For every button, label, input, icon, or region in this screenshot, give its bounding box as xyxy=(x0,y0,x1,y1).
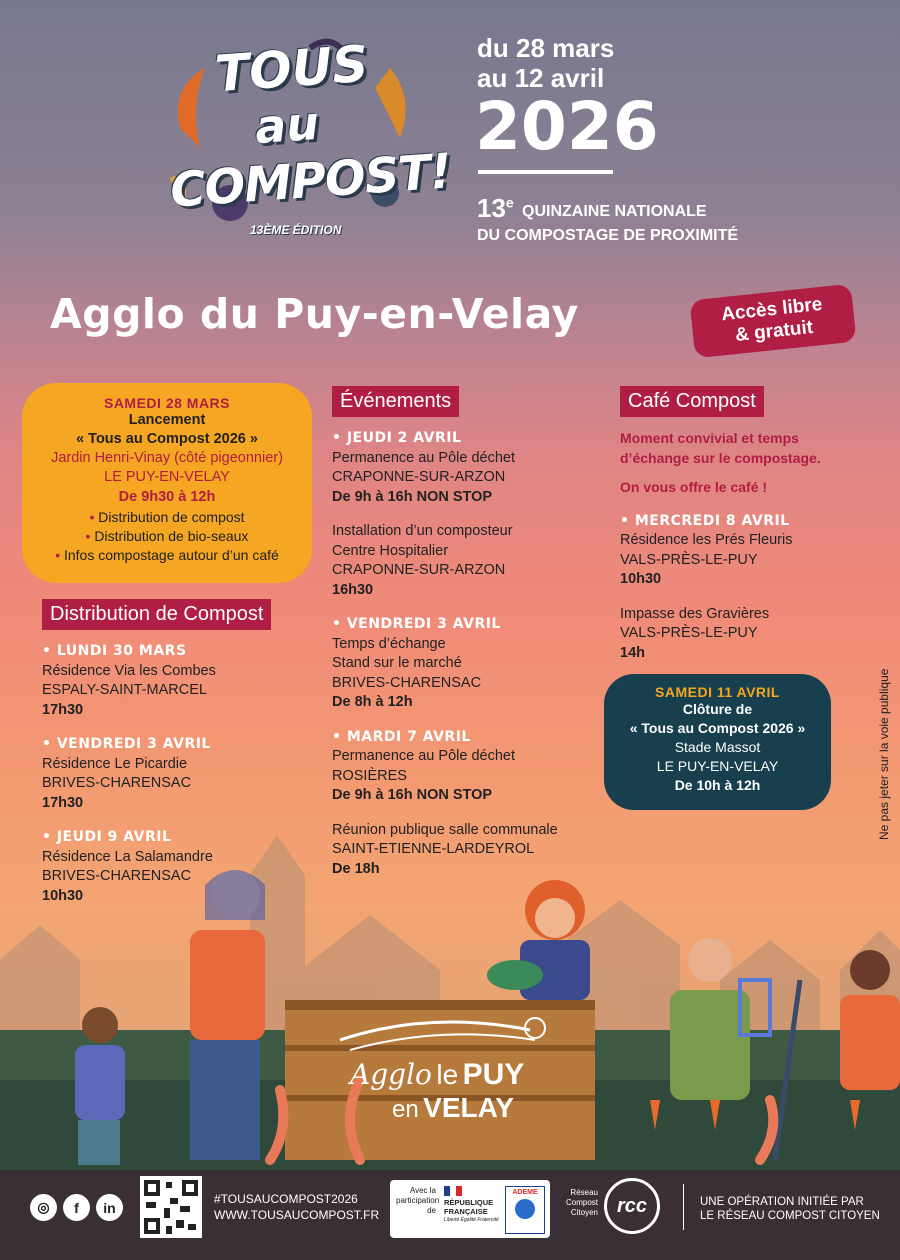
rf-flag-icon xyxy=(444,1186,462,1196)
events-section xyxy=(332,386,592,894)
list-item xyxy=(620,512,860,590)
item-day: • VENDREDI 3 AVRIL xyxy=(42,736,211,752)
year-underline xyxy=(478,170,613,174)
rcc-text: rcc xyxy=(616,1194,648,1217)
community-illustration xyxy=(0,830,900,1180)
rcc-label-2: Compost xyxy=(565,1198,598,1207)
agglo-le: le xyxy=(436,1059,459,1090)
closing-city: LE PUY-EN-VELAY xyxy=(656,758,779,774)
free-access-badge xyxy=(689,284,856,359)
list-item xyxy=(332,615,592,713)
item-city: VALS-PRÈS-LE-PUY xyxy=(620,551,758,568)
instagram-icon[interactable]: ◎ xyxy=(30,1194,57,1221)
agglo-logo xyxy=(330,1010,570,1125)
closing-box xyxy=(604,674,831,810)
edition-line-2: DU COMPOSTAGE DE PROXIMITÉ xyxy=(477,227,739,244)
participation-line-3: de xyxy=(427,1206,436,1215)
item-place: Résidence les Prés Fleuris xyxy=(620,532,793,548)
operation-line-1: UNE OPÉRATION INITIÉE PAR xyxy=(700,1196,864,1208)
edition-number xyxy=(477,193,514,224)
republique-logo xyxy=(444,1186,500,1225)
agglo-en: en xyxy=(392,1096,419,1123)
badge-line-2: & gratuit xyxy=(734,316,815,346)
item-place: Résidence Le Picardie xyxy=(42,755,188,772)
item-line: Centre Hospitalier xyxy=(332,542,449,559)
edition-sup: e xyxy=(505,194,514,211)
launch-title-2: « Tous au Compost 2026 » xyxy=(76,431,258,447)
facebook-icon[interactable]: f xyxy=(63,1194,90,1221)
launch-box xyxy=(22,383,312,583)
item-day: • MERCREDI 8 AVRIL xyxy=(620,512,790,529)
linkedin-icon[interactable]: in xyxy=(96,1194,123,1221)
agglo-word: Agglo xyxy=(350,1058,432,1091)
item-line: Réunion publique salle communale xyxy=(332,821,558,838)
main-title: Agglo du Puy-en-Velay xyxy=(50,290,579,338)
item-time: De 9h à 16h NON STOP xyxy=(332,488,493,505)
item-line: Permanence au Pôle déchet xyxy=(332,748,515,764)
item-day: • LUNDI 30 MARS xyxy=(42,643,187,659)
item-city: BRIVES-CHARENSAC xyxy=(42,775,192,791)
item-city: ESPALY-SAINT-MARCEL xyxy=(42,682,207,698)
rcc-label xyxy=(560,1188,598,1218)
agglo-swoosh-icon xyxy=(330,1010,570,1060)
item-city: BRIVES-CHARENSAC xyxy=(42,868,192,884)
website-link[interactable]: WWW.TOUSAUCOMPOST.FR xyxy=(214,1208,380,1222)
launch-bullet-text: Distribution de bio-seaux xyxy=(94,528,249,544)
item-line: Installation d’un composteur xyxy=(332,523,513,539)
item-place: Résidence La Salamandre xyxy=(42,848,213,865)
ademe-globe-icon xyxy=(515,1199,535,1219)
launch-city: LE PUY-EN-VELAY xyxy=(104,469,230,485)
events-list xyxy=(332,429,592,879)
logo-compost: COMPOST! xyxy=(168,143,453,219)
launch-place: Jardin Henri-Vinay (côté pigeonnier) xyxy=(51,450,283,466)
qr-code-icon[interactable] xyxy=(140,1176,202,1238)
item-day: • JEUDI 9 AVRIL xyxy=(42,829,172,845)
item-time: 14h xyxy=(620,644,645,661)
hashtag: #TOUSAUCOMPOST2026 xyxy=(214,1192,358,1206)
item-line: Permanence au Pôle déchet xyxy=(332,449,515,466)
cafe-intro-2: d’échange sur le compostage. xyxy=(620,449,821,466)
item-time: 17h30 xyxy=(42,701,84,718)
partners-box xyxy=(390,1180,550,1238)
rf-line-3: Liberté Égalité Fraternité xyxy=(444,1217,499,1223)
agglo-text xyxy=(350,1058,524,1092)
item-time: De 8h à 12h xyxy=(332,694,413,710)
list-item xyxy=(42,735,312,813)
launch-bullet-text: Distribution de compost xyxy=(98,509,245,525)
item-time: 17h30 xyxy=(42,794,84,811)
edition-num: 13 xyxy=(477,193,506,223)
item-line: Temps d’échange xyxy=(332,635,446,652)
cafe-section xyxy=(620,386,860,678)
participation-line-2: participation xyxy=(396,1196,440,1205)
list-item xyxy=(332,728,592,806)
year: 2026 xyxy=(475,88,659,165)
closing-title-2: « Tous au Compost 2026 » xyxy=(629,720,806,736)
rcc-label-1: Réseau xyxy=(570,1188,598,1197)
events-heading: Événements xyxy=(332,386,459,417)
item-city: VALS-PRÈS-LE-PUY xyxy=(620,625,758,641)
item-line: Stand sur le marché xyxy=(332,655,462,671)
launch-bullet-1: • Distribution de compost xyxy=(89,509,245,525)
badge-line-1: Accès libre xyxy=(720,293,824,326)
participation-text xyxy=(396,1186,440,1216)
ademe-text: ADEME xyxy=(512,1189,538,1196)
list-item xyxy=(332,522,592,600)
item-line: SAINT-ETIENNE-LARDEYROL xyxy=(332,841,535,857)
logo-tous: TOUS xyxy=(213,34,371,104)
distribution-heading: Distribution de Compost xyxy=(42,599,271,630)
agglo-velay: VELAY xyxy=(423,1092,514,1123)
launch-bullet-2: • Distribution de bio-seaux xyxy=(85,528,249,544)
launch-bullet-3: • Infos compostage autour d’un café xyxy=(55,547,279,563)
edition-line-1: QUINZAINE NATIONALE xyxy=(522,203,707,220)
item-time: De 18h xyxy=(332,860,380,877)
item-day: • JEUDI 2 AVRIL xyxy=(332,430,462,446)
cafe-list xyxy=(620,429,860,663)
agglo-puy: PUY xyxy=(462,1058,525,1091)
logo-au: au xyxy=(253,95,321,155)
launch-title-1: Lancement xyxy=(128,412,206,428)
launch-bullet-text: Infos compostage autour d’un café xyxy=(63,547,279,563)
item-time: 10h30 xyxy=(42,887,84,904)
footer-divider xyxy=(683,1184,684,1230)
cafe-heading: Café Compost xyxy=(620,386,764,417)
item-line: CRAPONNE-SUR-ARZON xyxy=(332,469,506,485)
item-time: 16h30 xyxy=(332,581,374,598)
item-line: CRAPONNE-SUR-ARZON xyxy=(332,562,506,578)
rf-line-1: RÉPUBLIQUE xyxy=(444,1198,494,1207)
rcc-label-3: Citoyen xyxy=(570,1208,598,1217)
item-line: BRIVES-CHARENSAC xyxy=(332,674,482,691)
footer xyxy=(0,1170,900,1260)
list-item xyxy=(332,429,592,507)
item-place: Impasse des Gravières xyxy=(620,605,770,622)
item-place: Résidence Via les Combes xyxy=(42,662,216,679)
logo-edition: 13ÈME ÉDITION xyxy=(250,223,342,237)
launch-day: SAMEDI 28 MARS xyxy=(103,395,231,411)
item-time: 10h30 xyxy=(620,571,662,587)
operation-line-2: LE RÉSEAU COMPOST CITOYEN xyxy=(700,1210,880,1222)
rf-line-2: FRANÇAISE xyxy=(444,1207,488,1216)
agglo-text-2 xyxy=(392,1092,514,1124)
cafe-intro-1: Moment convivial et temps xyxy=(620,430,799,446)
item-time: De 9h à 16h NON STOP xyxy=(332,787,493,803)
item-day: • MARDI 7 AVRIL xyxy=(332,728,471,745)
event-logo xyxy=(160,28,453,258)
ademe-logo xyxy=(505,1186,545,1234)
participation-line-1: Avec la xyxy=(409,1186,436,1195)
item-day: • VENDREDI 3 AVRIL xyxy=(332,616,501,632)
side-note: Ne pas jeter sur la voie publique xyxy=(877,668,891,840)
list-item xyxy=(620,605,860,664)
closing-day: SAMEDI 11 AVRIL xyxy=(655,684,780,700)
item-line: ROSIÈRES xyxy=(332,767,407,784)
closing-time: De 10h à 12h xyxy=(674,777,761,793)
date-line-2: au 12 avril xyxy=(477,63,605,93)
date-line-1: du 28 mars xyxy=(477,33,615,63)
rcc-logo xyxy=(604,1178,660,1234)
list-item xyxy=(42,642,312,720)
launch-time: De 9h30 à 12h xyxy=(118,489,216,505)
closing-title-1: Clôture de xyxy=(682,701,753,717)
closing-place: Stade Massot xyxy=(674,739,761,755)
cafe-offer: On vous offre le café ! xyxy=(620,479,768,495)
